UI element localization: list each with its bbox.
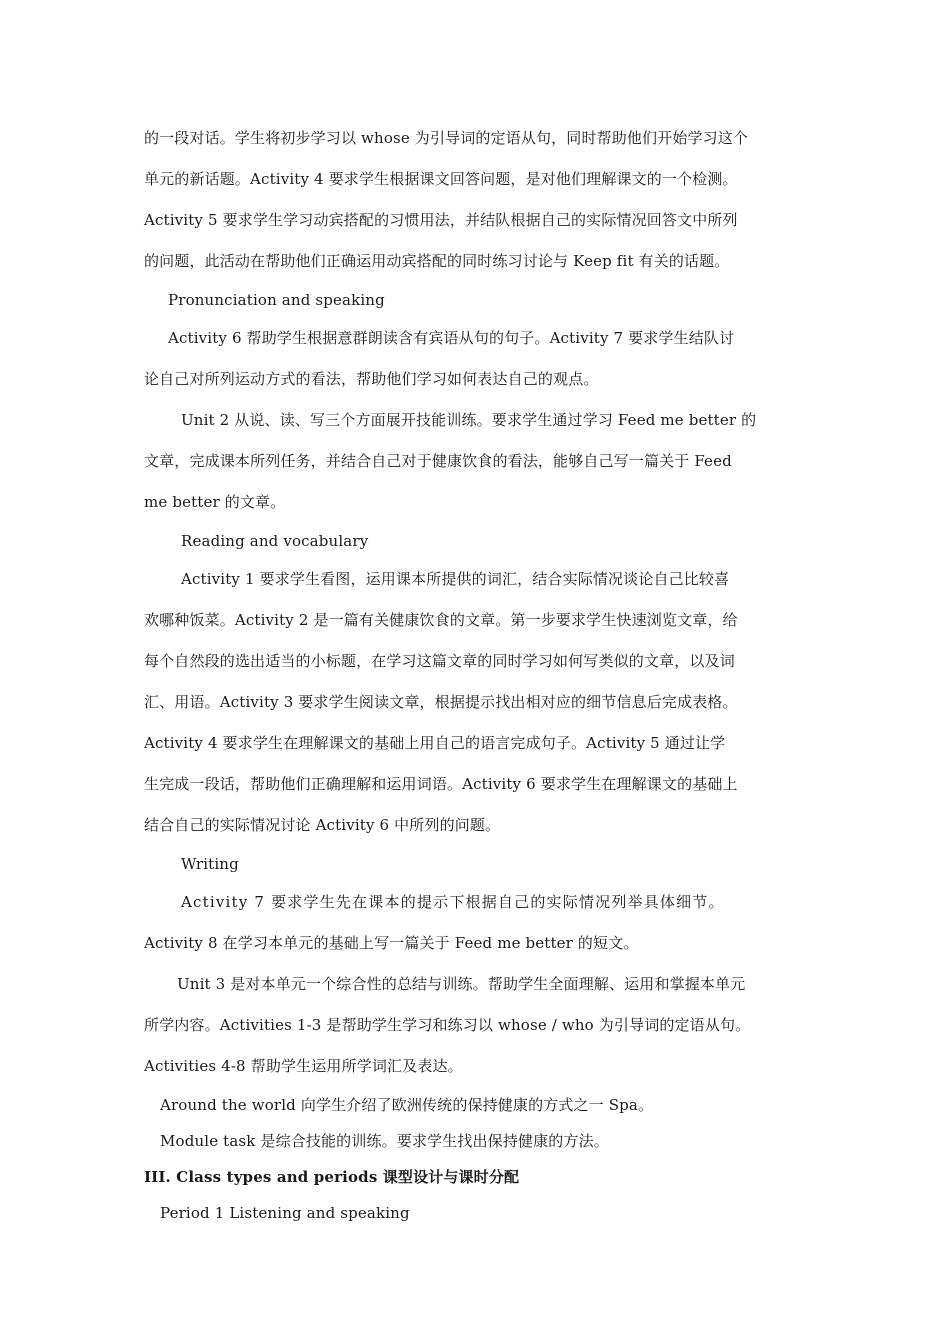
paragraph-line: Activity 4 要求学生在理解课文的基础上用自己的语言完成句子。Activity 5 通过让学: [144, 734, 726, 752]
paragraph-line: 的一段对话。学生将初步学习以 whose 为引导词的定语从句，同时帮助他们开始学习这个: [144, 129, 749, 147]
paragraph-line: 汇、用语。Activity 3 要求学生阅读文章，根据提示找出相对应的细节信息后完成表格。: [144, 693, 738, 711]
section-heading-reading: Reading and vocabulary: [181, 532, 369, 550]
section-heading-writing: Writing: [181, 855, 239, 873]
paragraph-line: Activity 6 帮助学生根据意群朗读含有宾语从句的句子。Activity 7 要求学生结队讨: [168, 329, 735, 347]
section-heading-class-types: III. Class types and periods 课型设计与课时分配: [144, 1168, 520, 1186]
section-heading-pronunciation: Pronunciation and speaking: [168, 291, 385, 309]
paragraph-line: 文章，完成课本所列任务，并结合自己对于健康饮食的看法，能够自己写一篇关于 Feed: [144, 452, 732, 470]
paragraph-line: Unit 3 是对本单元一个综合性的总结与训练。帮助学生全面理解、运用和掌握本单元: [177, 975, 746, 993]
paragraph-line: Activity 8 在学习本单元的基础上写一篇关于 Feed me better 的短文。: [144, 934, 639, 952]
paragraph-line: me better 的文章。: [144, 493, 286, 511]
paragraph-line: 生完成一段话，帮助他们正确理解和运用词语。Activity 6 要求学生在理解课文的基础上: [144, 775, 738, 793]
period-heading: Period 1 Listening and speaking: [160, 1204, 410, 1222]
paragraph-line: Activities 4-8 帮助学生运用所学词汇及表达。: [144, 1057, 463, 1075]
paragraph-line: Module task 是综合技能的训练。要求学生找出保持健康的方法。: [160, 1132, 609, 1150]
paragraph-line: 的问题，此活动在帮助他们正确运用动宾搭配的同时练习讨论与 Keep fit 有关的话题。: [144, 252, 730, 270]
paragraph-line: 欢哪种饭菜。Activity 2 是一篇有关健康饮食的文章。第一步要求学生快速浏览文章，给: [144, 611, 738, 629]
paragraph-line: 每个自然段的选出适当的小标题，在学习这篇文章的同时学习如何写类似的文章，以及词: [144, 652, 735, 670]
paragraph-line: Around the world 向学生介绍了欧洲传统的保持健康的方式之一 Spa。: [160, 1096, 654, 1114]
paragraph-line: Activity 5 要求学生学习动宾搭配的习惯用法，并结队根据自己的实际情况回答文中所列: [144, 211, 738, 229]
paragraph-line: Unit 2 从说、读、写三个方面展开技能训练。要求学生通过学习 Feed me better 的: [181, 411, 757, 429]
paragraph-line: 结合自己的实际情况讨论 Activity 6 中所列的问题。: [144, 816, 501, 834]
document-body: [144, 118, 824, 1231]
paragraph-line: 单元的新话题。Activity 4 要求学生根据课文回答问题，是对他们理解课文的一个检测。: [144, 170, 738, 188]
paragraph-line: 论自己对所列运动方式的看法，帮助他们学习如何表达自己的观点。: [144, 370, 599, 388]
paragraph-line: Activity 1 要求学生看图，运用课本所提供的词汇，结合实际情况谈论自己比较喜: [181, 570, 730, 588]
paragraph-line: Activity 7 要求学生先在课本的提示下根据自己的实际情况列举具体细节。: [181, 893, 725, 911]
paragraph-line: 所学内容。Activities 1-3 是帮助学生学习和练习以 whose / who 为引导词的定语从句。: [144, 1016, 751, 1034]
